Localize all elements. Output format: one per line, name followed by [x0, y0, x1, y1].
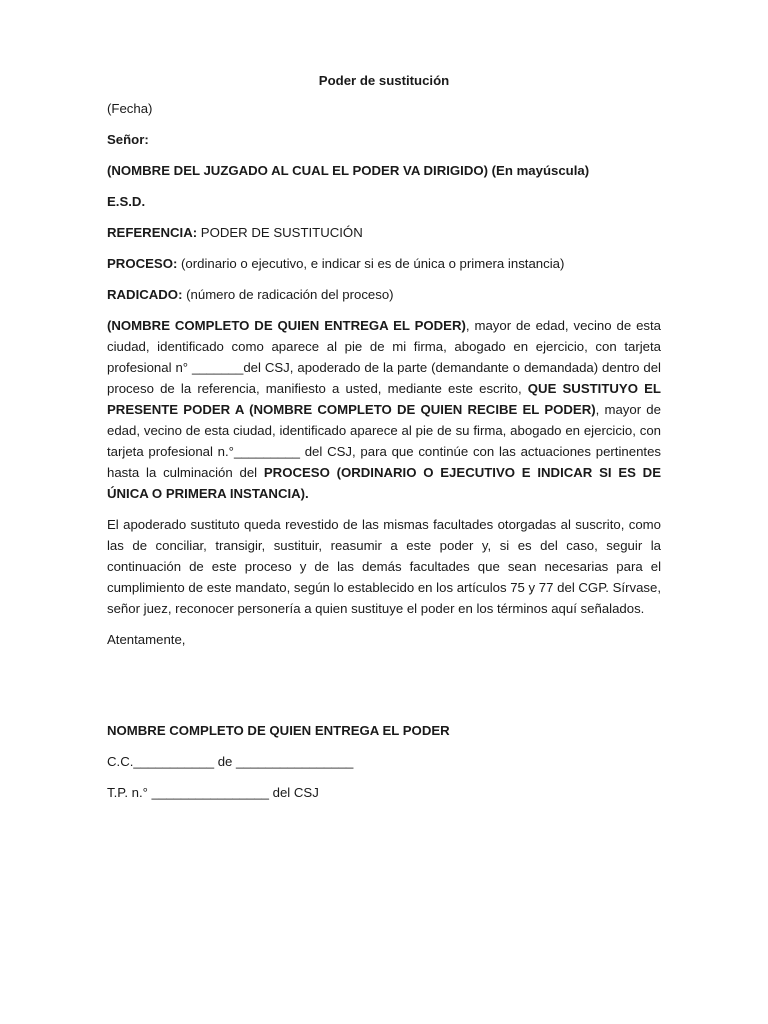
signature-name: NOMBRE COMPLETO DE QUIEN ENTREGA EL PODER [107, 723, 450, 738]
radicado-label: RADICADO: [107, 287, 183, 302]
reference-line [107, 222, 661, 243]
process-line [107, 253, 661, 274]
process-label: PROCESO: [107, 256, 178, 271]
faculties-paragraph: El apoderado sustituto queda revestido de las mismas facultades otorgadas al suscrito, como las de conciliar, transigir, sustituir, reasumir a este poder y, si es del caso, seguir la continuación de este proceso y de las demás facultades que sean necesarias para el cumplimiento de este mandato, según lo establecido en los artículos 75 y 77 del CGP. Sírvase, señor juez, reconocer personería a quien sustituye el poder en los términos aquí señalados. [107, 517, 661, 616]
radicado-line [107, 284, 661, 305]
closing: Atentamente, [107, 632, 186, 647]
esd-line: E.S.D. [107, 194, 146, 209]
court-name: (NOMBRE DEL JUZGADO AL CUAL EL PODER VA DIRIGIDO) (En mayúscula) [107, 163, 590, 178]
process-value: (ordinario o ejecutivo, e indicar si es de única o primera instancia) [177, 256, 565, 271]
body-paragraph [107, 315, 661, 504]
process-clause: PROCESO (ORDINARIO O EJECUTIVO E INDICAR SI ES DE ÚNICA O PRIMERA INSTANCIA). [107, 465, 662, 501]
body-text-2: , mayor de edad, vecino de esta ciudad, identificado aparece al pie de su firma, abogado en ejercicio, con tarjeta profesional n.°_________ del CSJ, para que continúe con las actuaciones pertinentes hasta la culminación del [107, 402, 661, 480]
signature-cc: C.C.___________ de ________________ [107, 754, 354, 769]
document-title: Poder de sustitución [318, 73, 450, 88]
radicado-value: (número de radicación del proceso) [182, 287, 394, 302]
signature-tp: T.P. n.° ________________ del CSJ [107, 785, 319, 800]
substitution-clause: QUE SUSTITUYO EL PRESENTE PODER A (NOMBRE COMPLETO DE QUIEN RECIBE EL PODER) [107, 381, 661, 417]
body-text-1: , mayor de edad, vecino de esta ciudad, identificado como aparece al pie de mi firma, abogado en ejercicio, con tarjeta profesional n° _______del CSJ, apoderado de la parte (demandante o demandada) dentro del proceso de la referencia, manifiesto a usted, mediante este escrito, [107, 318, 661, 396]
document-page [107, 70, 661, 813]
reference-label: REFERENCIA: [107, 225, 198, 240]
reference-value: PODER DE SUSTITUCIÓN [197, 225, 363, 240]
salutation: Señor: [107, 132, 149, 147]
date-placeholder: (Fecha) [107, 101, 153, 116]
signature-space [107, 660, 661, 720]
grantor-name: (NOMBRE COMPLETO DE QUIEN ENTREGA EL PODER) [107, 318, 466, 333]
